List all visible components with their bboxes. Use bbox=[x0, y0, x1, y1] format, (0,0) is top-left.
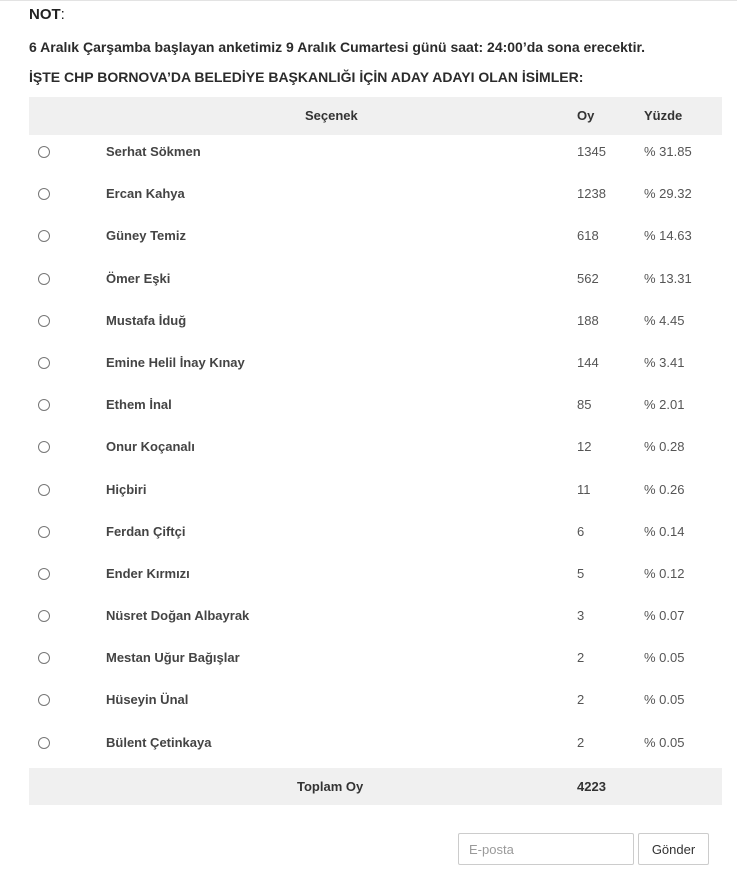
option-percent: % 0.12 bbox=[644, 565, 685, 581]
option-radio[interactable] bbox=[38, 441, 50, 453]
table-row bbox=[29, 388, 722, 430]
option-radio[interactable] bbox=[38, 230, 50, 242]
option-radio[interactable] bbox=[38, 737, 50, 749]
option-votes: 85 bbox=[577, 397, 592, 413]
option-name: Ercan Kahya bbox=[106, 186, 185, 202]
option-votes: 12 bbox=[577, 439, 592, 455]
option-radio[interactable] bbox=[38, 273, 50, 285]
option-votes: 144 bbox=[577, 354, 599, 370]
note-line bbox=[29, 6, 65, 23]
top-divider bbox=[0, 0, 737, 1]
table-header bbox=[29, 97, 722, 135]
option-name: Mustafa İduğ bbox=[106, 312, 187, 328]
table-row bbox=[29, 599, 722, 641]
option-radio[interactable] bbox=[38, 610, 50, 622]
option-percent: % 0.07 bbox=[644, 608, 685, 624]
note-title: NOT bbox=[29, 6, 61, 23]
option-name: Mestan Uğur Bağışlar bbox=[106, 650, 240, 666]
option-votes: 1238 bbox=[577, 186, 606, 202]
table-row bbox=[29, 557, 722, 599]
poll-info-text: 6 Aralık Çarşamba başlayan anketimiz 9 Aralık Cumartesi günü saat: 24:00’da sona erecektir. bbox=[29, 39, 646, 55]
option-name: Emine Helil İnay Kınay bbox=[106, 354, 245, 370]
table-row bbox=[29, 219, 722, 261]
table-row bbox=[29, 346, 722, 388]
option-votes: 2 bbox=[577, 692, 585, 708]
option-name: Ömer Eşki bbox=[106, 270, 171, 286]
option-name: Onur Koçanalı bbox=[106, 439, 195, 455]
table-row bbox=[29, 726, 722, 768]
option-votes: 11 bbox=[577, 481, 591, 497]
option-radio[interactable] bbox=[38, 652, 50, 664]
table-row bbox=[29, 641, 722, 683]
table-row bbox=[29, 683, 722, 725]
option-votes: 1345 bbox=[577, 144, 606, 159]
option-percent: % 0.05 bbox=[644, 734, 685, 750]
table-row bbox=[29, 304, 722, 346]
option-radio[interactable] bbox=[38, 357, 50, 369]
option-percent: % 0.14 bbox=[644, 523, 685, 539]
option-votes: 188 bbox=[577, 312, 599, 328]
table-row bbox=[29, 515, 722, 557]
poll-table bbox=[29, 97, 722, 768]
option-radio[interactable] bbox=[38, 188, 50, 200]
option-percent: % 4.45 bbox=[644, 312, 685, 328]
option-radio[interactable] bbox=[38, 315, 50, 327]
option-percent: % 3.41 bbox=[644, 354, 685, 370]
table-footer bbox=[29, 768, 722, 805]
table-row bbox=[29, 430, 722, 472]
option-votes: 2 bbox=[577, 734, 585, 750]
option-name: Nüsret Doğan Albayrak bbox=[106, 608, 250, 624]
option-percent: % 2.01 bbox=[644, 397, 685, 413]
option-radio[interactable] bbox=[38, 568, 50, 580]
total-label: Toplam Oy bbox=[297, 779, 364, 794]
option-votes: 5 bbox=[577, 565, 585, 581]
option-radio[interactable] bbox=[38, 146, 50, 158]
option-name: Bülent Çetinkaya bbox=[106, 734, 212, 750]
option-radio[interactable] bbox=[38, 694, 50, 706]
option-name: Hiçbiri bbox=[106, 481, 147, 497]
header-percent: Yüzde bbox=[644, 108, 683, 123]
option-percent: % 31.85 bbox=[644, 144, 692, 159]
option-votes: 3 bbox=[577, 608, 585, 624]
option-votes: 618 bbox=[577, 228, 599, 244]
header-votes: Oy bbox=[577, 108, 595, 123]
option-name: Ferdan Çiftçi bbox=[106, 523, 186, 539]
poll-heading: İŞTE CHP BORNOVA’DA BELEDİYE BAŞKANLIĞI İÇİN ADAY ADAYI OLAN İSİMLER: bbox=[29, 69, 584, 85]
send-button[interactable]: Gönder bbox=[638, 833, 709, 865]
table-row bbox=[29, 262, 722, 304]
header-option: Seçenek bbox=[305, 108, 358, 123]
table-body bbox=[29, 135, 722, 768]
option-percent: % 0.05 bbox=[644, 692, 685, 708]
table-row bbox=[29, 473, 722, 515]
option-name: Güney Temiz bbox=[106, 228, 186, 244]
option-percent: % 0.05 bbox=[644, 650, 685, 666]
option-name: Ender Kırmızı bbox=[106, 565, 190, 581]
option-radio[interactable] bbox=[38, 484, 50, 496]
option-name: Ethem İnal bbox=[106, 397, 172, 413]
option-radio[interactable] bbox=[38, 399, 50, 411]
option-percent: % 29.32 bbox=[644, 186, 692, 202]
option-votes: 6 bbox=[577, 523, 585, 539]
table-row bbox=[29, 177, 722, 219]
option-radio[interactable] bbox=[38, 526, 50, 538]
option-percent: % 0.26 bbox=[644, 481, 685, 497]
option-percent: % 14.63 bbox=[644, 228, 692, 244]
option-votes: 2 bbox=[577, 650, 585, 666]
option-votes: 562 bbox=[577, 270, 599, 286]
note-colon: : bbox=[60, 6, 65, 23]
table-row bbox=[29, 135, 722, 177]
option-percent: % 13.31 bbox=[644, 270, 692, 286]
total-votes: 4223 bbox=[577, 779, 606, 794]
option-name: Hüseyin Ünal bbox=[106, 692, 189, 708]
option-name: Serhat Sökmen bbox=[106, 144, 201, 159]
option-percent: % 0.28 bbox=[644, 439, 685, 455]
email-field[interactable] bbox=[458, 833, 634, 865]
